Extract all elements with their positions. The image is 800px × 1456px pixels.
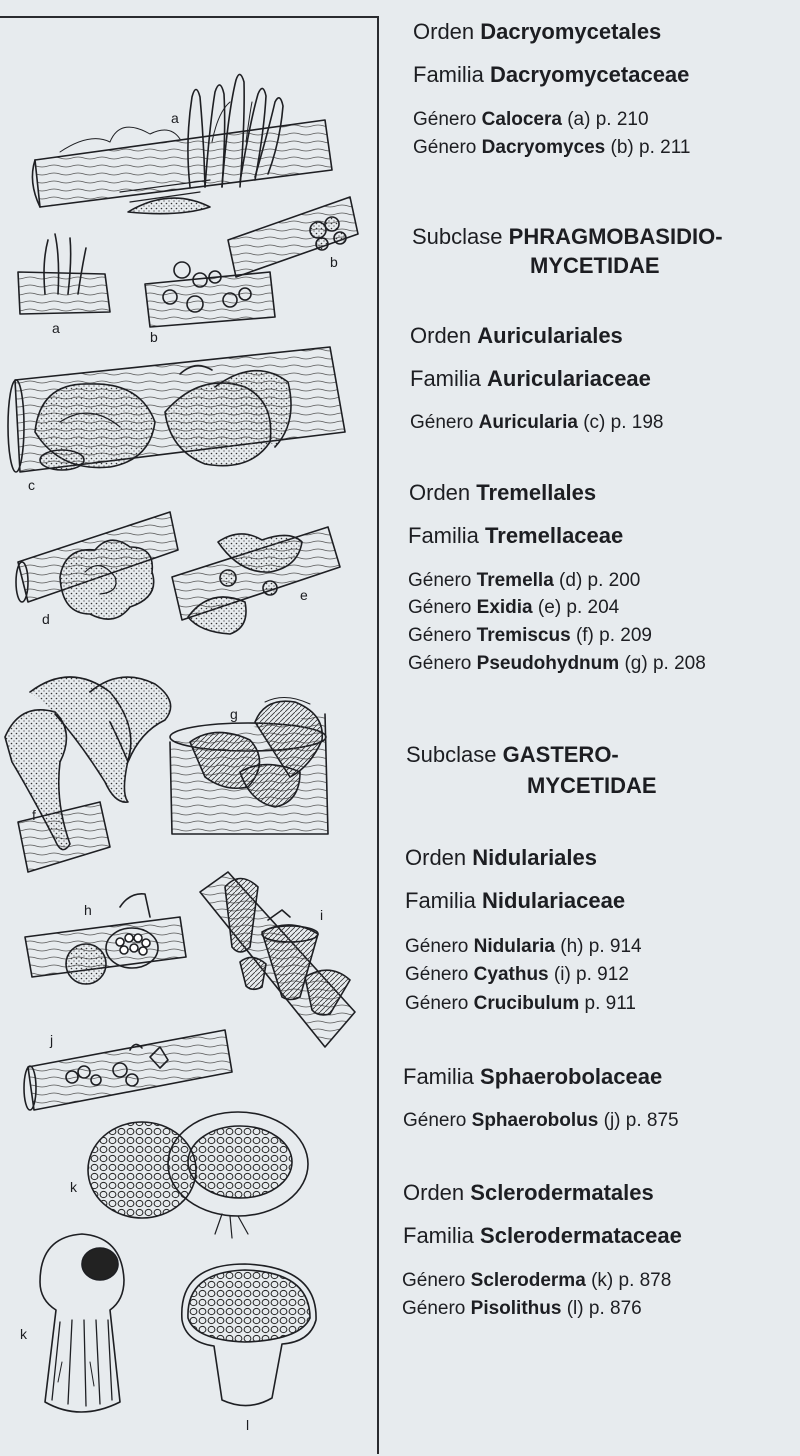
familia-nidulariaceae: Familia Nidulariaceae [405,888,626,913]
figure-label: k [70,1179,77,1195]
genero-sphaerobolus: Género Sphaerobolus (j) p. 875 [403,1110,679,1131]
figure-nidularia-branch [25,894,186,984]
genero-scleroderma: Género Scleroderma (k) p. 878 [402,1270,672,1291]
subclase-phragmobasidio: Subclase PHRAGMOBASIDIO- [412,224,723,249]
figure-label: i [320,907,324,923]
orden-auriculariales: Orden Auriculariales [410,323,623,348]
figure-tremiscus [5,677,171,872]
figure-scleroderma-pair [88,1112,308,1238]
figure-pseudohydnum-stump [170,697,328,834]
genero-pisolithus: Género Pisolithus (l) p. 876 [402,1298,642,1319]
genero-dacryomyces: Género Dacryomyces (b) p. 211 [413,137,691,158]
figure-calocera-log [32,74,332,213]
figure-label: b [330,254,338,270]
genero-auricularia: Género Auricularia (c) p. 198 [410,412,664,433]
genero-tremiscus: Género Tremiscus (f) p. 209 [408,625,652,646]
genero-crucibulum: Género Crucibulum p. 911 [405,993,636,1014]
figure-label: c [28,477,35,493]
figure-label: h [84,902,92,918]
figure-cyathus-branch [200,872,355,1047]
subclase-gastero: Subclase GASTERO- [406,742,619,767]
figure-label: j [50,1032,54,1048]
figure-label: d [42,611,50,627]
figure-label: k [20,1326,27,1342]
familia-tremellaceae: Familia Tremellaceae [408,523,624,548]
figure-label: f [32,807,36,823]
genero-tremella: Género Tremella (d) p. 200 [408,570,641,591]
genero-calocera: Género Calocera (a) p. 210 [413,109,649,130]
figure-calocera-small [18,234,110,314]
figure-pisolithus [182,1264,316,1406]
familia-sphaerobolaceae: Familia Sphaerobolaceae [403,1064,663,1089]
genero-exidia: Género Exidia (e) p. 204 [408,597,620,618]
figure-auricularia-log [8,347,345,472]
orden-tremellales: Orden Tremellales [409,480,597,505]
subclase-gastero-cont: MYCETIDAE [527,773,657,798]
fungi-illustrations [0,18,379,1456]
figure-dacryomyces-wood [145,262,275,327]
figure-label: l [246,1417,250,1433]
figure-tremella-branch [16,512,178,619]
figure-exidia-branch [172,527,340,634]
familia-auriculariaceae: Familia Auriculariaceae [410,366,651,391]
orden-nidulariales: Orden Nidulariales [405,845,597,870]
illustration-panel [0,16,379,1454]
figure-sphaerobolus-branch [24,1030,232,1110]
figure-label: e [300,587,308,603]
genero-nidularia: Género Nidularia (h) p. 914 [405,936,642,957]
figure-scleroderma-rooted [40,1234,124,1412]
genero-pseudohydnum: Género Pseudohydnum (g) p. 208 [408,653,706,674]
figure-label: a [171,110,179,126]
figure-label: b [150,329,158,345]
orden-dacryomycetales: Orden Dacryomycetales [413,19,662,44]
subclase-phragmobasidio-cont: MYCETIDAE [530,253,660,278]
figure-dacryomyces-branch [228,197,358,277]
familia-sclerodermataceae: Familia Sclerodermataceae [403,1223,682,1248]
familia-dacryomycetaceae: Familia Dacryomycetaceae [413,62,690,87]
orden-sclerodermatales: Orden Sclerodermatales [403,1180,654,1205]
figure-label: g [230,706,238,722]
genero-cyathus: Género Cyathus (i) p. 912 [405,964,629,985]
figure-label: a [52,320,60,336]
